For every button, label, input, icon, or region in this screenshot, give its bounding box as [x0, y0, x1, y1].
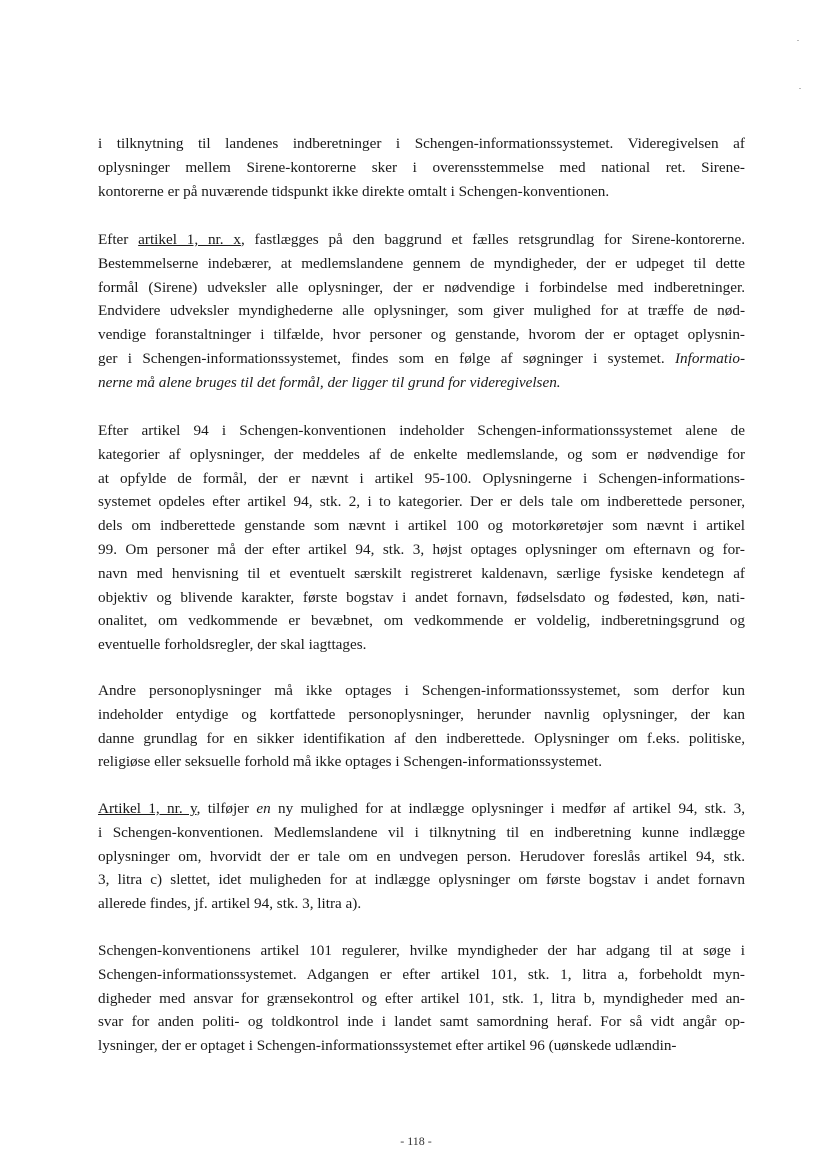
scan-speck	[799, 88, 801, 89]
text-line: i Schengen-konventionen. Medlemslandene vil i tilknytning til en indberetning kunne indlægge	[98, 823, 745, 841]
text-line: oplysninger om, hvorvidt der er tale om en undvegen person. Herudover foreslås artikel 94, stk.	[98, 847, 745, 865]
text-line: Schengen-konventionens artikel 101 regulerer, hvilke myndigheder der har adgang til at søge i	[98, 942, 745, 959]
cross-reference: artikel 1, nr. x	[138, 231, 241, 248]
text-line: religiøse eller seksuelle forhold må ikke optages i Schengen-informationssystemet.	[98, 753, 603, 771]
text-line: formål (Sirene) udveksler alle oplysninger, der er nødvendige i forbindelse med indberetninger.	[98, 278, 745, 296]
text-line: Bestemmelserne indebærer, at medlemslandene gennem de myndigheder, der er udpeget til dette	[98, 254, 745, 272]
text-line: 3, litra c) slettet, idet muligheden for at indlægge oplysninger om første bogstav i andet fornavn	[98, 871, 745, 889]
text-line: svar for anden politi- og toldkontrol inde i landet samt samordning heraf. For så vidt angår op-	[98, 1013, 745, 1031]
paragraph-2	[98, 228, 745, 395]
text-line: vendige foranstaltninger i tilfælde, hvor personer og genstande, hvorom der er optaget oplysnin-	[98, 326, 745, 344]
text-line: allerede findes, jf. artikel 94, stk. 3, litra a).	[98, 895, 362, 913]
text-line: Artikel 1, nr. y, tilføjer en ny mulighed for at indlægge oplysninger i medfør af artikel 94, stk. 3,	[98, 800, 745, 817]
text-line: onalitet, om vedkommende er bevæbnet, om vedkommende er voldelig, indberetningsgrund og	[98, 612, 745, 630]
paragraph-3	[98, 419, 745, 657]
emphasis: Informatio-	[674, 349, 745, 367]
emphasis: nerne må alene bruges til det formål, der ligger til grund for videregivelsen.	[98, 373, 561, 391]
text-line: Efter artikel 94 i Schengen-konventionen indeholder Schengen-informationssystemet alene de	[98, 422, 745, 439]
text-line: ger i Schengen-informationssystemet, findes som en følge af søgninger i systemet. Informatio-	[98, 349, 745, 367]
text-line	[98, 371, 745, 395]
cross-reference: Artikel 1, nr. y	[98, 800, 197, 817]
text-line: digheder med ansvar for grænsekontrol og efter artikel 101, stk. 1, litra b, myndigheder med an-	[98, 989, 745, 1007]
text-line: Efter artikel 1, nr. x, fastlægges på den baggrund et fælles retsgrundlag for Sirene-kontorerne.	[98, 231, 745, 248]
paragraph-5	[98, 797, 745, 916]
text-line: at opfylde de formål, der er nævnt i artikel 95-100. Oplysningerne i Schengen-informations-	[98, 469, 745, 487]
text-line: lysninger, der er optaget i Schengen-informationssystemet efter artikel 96 (uønskede udlændin-	[98, 1037, 677, 1055]
page-number: - 118 -	[400, 1134, 432, 1148]
text-line: objektiv og blivende karakter, første bogstav i andet fornavn, fødselsdato og fødested, køn, nati-	[98, 588, 745, 606]
text-line: danne grundlag for en sikker identifikation af den indberettede. Oplysninger om f.eks. politiske,	[98, 729, 745, 747]
text-line: indeholder entydige og kortfattede personoplysninger, herunder navnlig oplysninger, der kan	[98, 705, 745, 723]
text-line: i tilknytning til landenes indberetninger i Schengen-informationssystemet. Videregivelsen af	[98, 135, 745, 152]
paragraph-1	[98, 132, 745, 203]
paragraph-4	[98, 679, 745, 774]
text-line: eventuelle forholdsregler, der skal iagttages.	[98, 636, 367, 654]
text-line: Endvidere udveksler myndighederne alle oplysninger, som giver mulighed for at træffe de nød-	[98, 302, 745, 320]
text-line: dels om indberettede genstande som nævnt i artikel 100 og motorkøretøjer som nævnt i artikel	[98, 517, 745, 535]
text-line: 99. Om personer må der efter artikel 94, stk. 3, højst optages oplysninger om efternavn og for-	[98, 540, 745, 558]
text-line: kategorier af oplysninger, der meddeles af de enkelte medlemslande, og som er nødvendige for	[98, 445, 745, 463]
text-line: Schengen-informationssystemet. Adgangen er efter artikel 101, stk. 1, litra a, forbeholdt myn-	[98, 965, 745, 983]
text-line: navn med henvisning til et eventuelt særskilt registreret kaldenavn, særlige fysiske kendetegn af	[98, 564, 745, 582]
paragraph-6	[98, 939, 745, 1058]
text-line: Andre personoplysninger må ikke optages i Schengen-informationssystemet, som derfor kun	[98, 682, 745, 699]
emphasis: en	[256, 800, 271, 817]
text-line: systemet opdeles efter artikel 94, stk. 2, i to kategorier. Der er dels tale om indberettede personer,	[98, 493, 745, 511]
scan-speck	[797, 40, 799, 41]
text-line: oplysninger mellem Sirene-kontorerne sker i overensstemmelse med national ret. Sirene-	[98, 158, 745, 176]
text-line: kontorerne er på nuværende tidspunkt ikke direkte omtalt i Schengen-konventionen.	[98, 182, 610, 200]
